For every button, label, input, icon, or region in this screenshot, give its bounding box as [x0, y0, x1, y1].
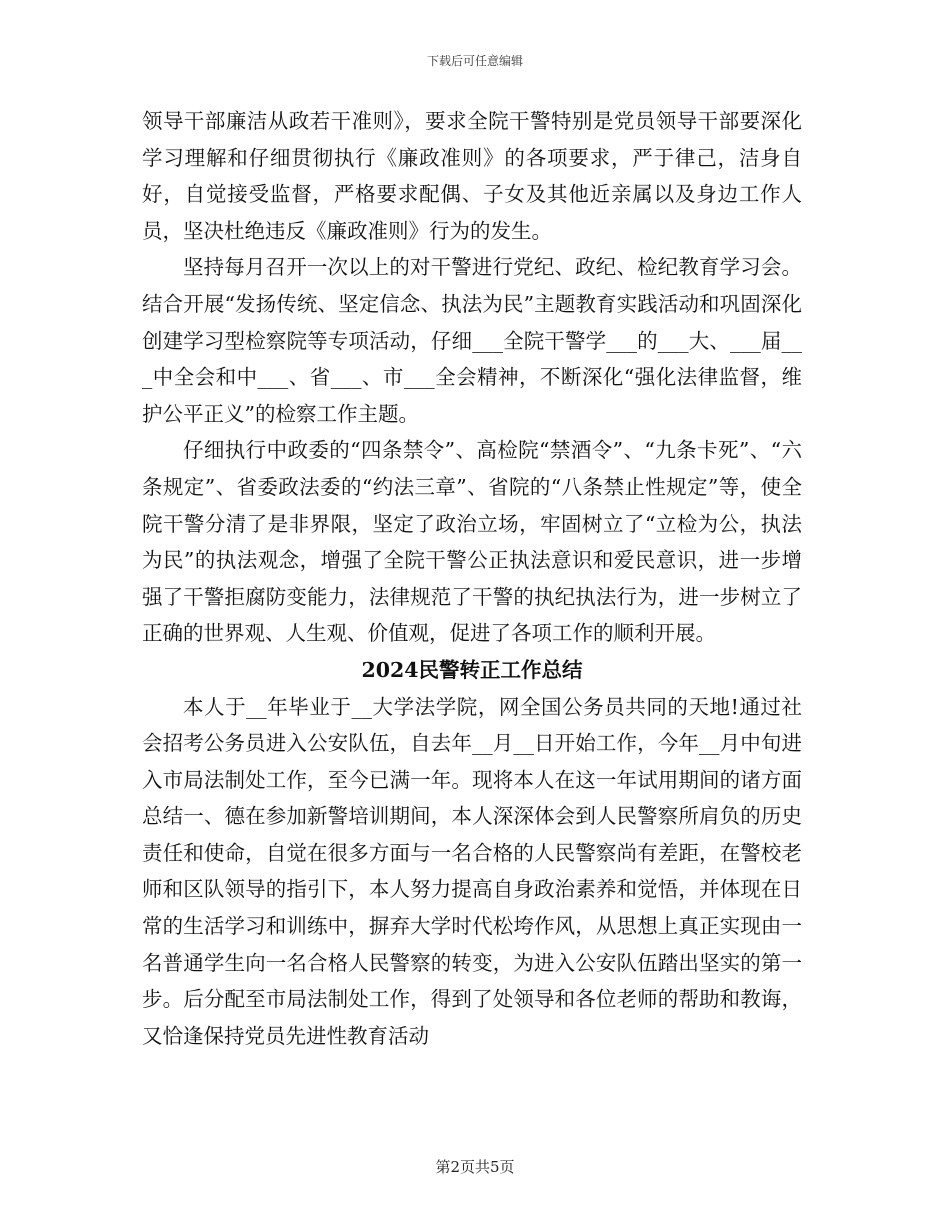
page-header-note: 下载后可任意编辑: [426, 54, 523, 68]
section-title: 2024民警转正工作总结: [361, 657, 583, 682]
document-body: [142, 103, 802, 1054]
paragraph-1: 领导干部廉洁从政若干准则》，要求全院干警特别是党员领导干部要深化学习理解和仔细贯彻执行《廉政准则》的各项要求，严于律己，洁身自好，自觉接受监督，严格要求配偶、子女及其他近亲属以及身边工作人员，坚决杜绝违反《廉政准则》行为的发生。: [142, 109, 802, 243]
paragraph-4: 本人于__年毕业于__大学法学院，网全国公务员共同的天地!通过社会招考公务员进入公安队伍，自去年__月__日开始工作，今年__月中旬进入市局法制处工作，至今已满一年。现将本人在这一年试用期间的诸方面总结一、德在参加新警培训期间，本人深深体会到人民警察所肩负的历史责任和使命，自觉在很多方面与一名合格的人民警察尚有差距，在警校老师和区队领导的指引下，本人努力提高自身政治素养和觉悟，并体现在日常的生活学习和训练中，摒弃大学时代松垮作风，从思想上真正实现由一名普通学生向一名合格人民警察的转变，为进入公安队伍踏出坚实的第一步。后分配至市局法制处工作，得到了处领导和各位老师的帮助和教诲，又恰逢保持党员先进性教育活动: [142, 694, 802, 1048]
page-footer-number: 第2页共5页: [435, 1158, 515, 1176]
paragraph-3: 仔细执行中政委的“四条禁令”、高检院“禁酒令”、“九条卡死”、“六条规定”、省委政法委的“约法三章”、省院的“八条禁止性规定”等，使全院干警分清了是非界限，坚定了政治立场，牢固树立了“立检为公，执法为民”的执法观念，增强了全院干警公正执法意识和爱民意识，进一步增强了干警拒腐防变能力，法律规范了干警的执纪执法行为，进一步树立了正确的世界观、人生观、价值观，促进了各项工作的顺利开展。: [142, 438, 802, 646]
paragraph-2: 坚持每月召开一次以上的对干警进行党纪、政纪、检纪教育学习会。结合开展“发扬传统、坚定信念、执法为民”主题教育实践活动和巩固深化创建学习型检察院等专项活动，仔细___全院干警学___的___大、___届___中全会和中___、省___、市___全会精神，不断深化“强化法律监督，维护公平正义”的检察工作主题。: [142, 255, 802, 426]
